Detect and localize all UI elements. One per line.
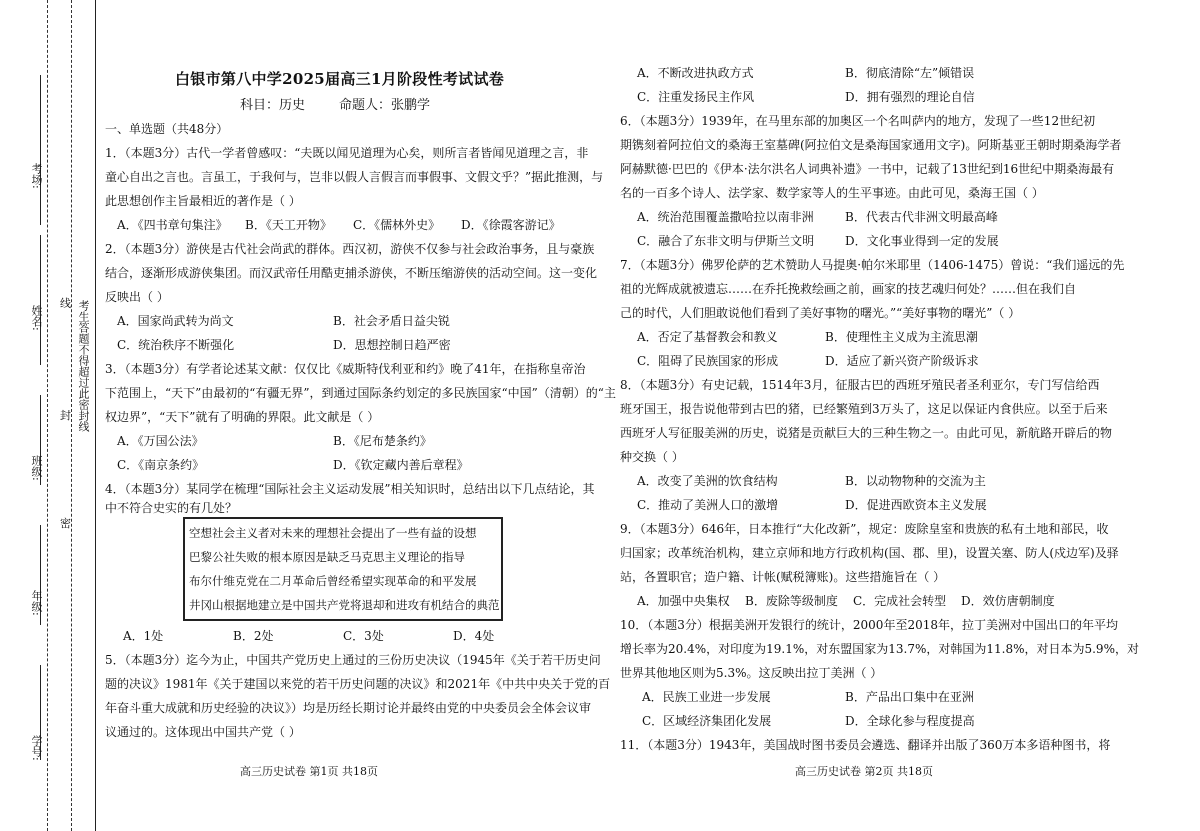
left-page-footer: 高三历史试卷 第1页 共18页 bbox=[240, 765, 378, 778]
question-text: 5．（本题3分）迄今为止，中国共产党历史上通过的三份历史决议（1945年《关于若干历史问 bbox=[105, 653, 601, 667]
exam-subtitle bbox=[240, 94, 464, 118]
section-heading: 一、单选题（共48分） bbox=[105, 122, 229, 136]
q6-option-a[interactable]: A．统治范围覆盖撒哈拉以南非洲 bbox=[637, 210, 814, 224]
student-id-label: 学号: bbox=[30, 735, 43, 761]
seal-char-line: 线 bbox=[60, 293, 71, 313]
q4-statement-box bbox=[183, 517, 503, 621]
question-text: 1．（本题3分）古代一学者曾感叹：“夫既以闻见道理为心矣，则所言者皆闻见道理之言，非 bbox=[105, 146, 589, 160]
binding-margin bbox=[0, 0, 100, 831]
q10-option-c[interactable]: C．区域经济集团化发展 bbox=[642, 714, 772, 728]
exam-room-blank[interactable] bbox=[40, 75, 41, 225]
question-text: 年奋斗重大成就和历史经验的决议》）均是历经长期讨论并最终由党的中央委员会全体会议审 bbox=[105, 701, 592, 715]
q1-option-b[interactable]: B．《天工开物》 bbox=[245, 218, 332, 232]
q9-option-b[interactable]: B．废除等级制度 bbox=[745, 594, 838, 608]
seal-char-seal: 封 bbox=[60, 405, 71, 425]
q10-option-b[interactable]: B．产品出口集中在亚洲 bbox=[845, 690, 974, 704]
q2-option-a[interactable]: A．国家尚武转为尚文 bbox=[117, 314, 234, 328]
question-text: 童心自出之言也。言虽工，于我何与，岂非以假人言假言而事假事、文假文乎？”据此推测，与 bbox=[105, 170, 604, 184]
question-text: 8．（本题3分）有史记载，1514年3月，征服古巴的西班牙殖民者圣利亚尔，专门写信给西 bbox=[620, 378, 1100, 392]
question-text: 7．（本题3分）佛罗伦萨的艺术赞助人马提奥·帕尔米耶里（1406-1475）曾说：“我们遥远的先 bbox=[620, 258, 1125, 272]
question-text: 2．（本题3分）游侠是古代社会尚武的群体。西汉初，游侠不仅参与社会政治事务，且与豪族 bbox=[105, 242, 595, 256]
q4-statement: 井冈山根据地建立是中国共产党将退却和进攻有机结合的典范 bbox=[189, 598, 500, 612]
question-text: 议通过的。这体现出中国共产党（ ） bbox=[105, 725, 301, 739]
q3-option-a[interactable]: A．《万国公法》 bbox=[117, 434, 204, 448]
q4-statement: 巴黎公社失败的根本原因是缺乏马克思主义理论的指导 bbox=[189, 550, 465, 564]
question-text: 结合，逐渐形成游侠集团。而汉武帝任用酷吏捕杀游侠，不断压缩游侠的活动空间。这一变化 bbox=[105, 266, 598, 280]
question-text: 6．（本题3分）1939年，在马里东部的加奥区一个名叫萨内的地方，发现了一些12世纪初 bbox=[620, 114, 1096, 128]
question-text: 4．（本题3分）某同学在梳理“国际社会主义运动发展”相关知识时，总结出以下几点结论，其 bbox=[105, 482, 595, 496]
q10-option-d[interactable]: D．全球化参与程度提高 bbox=[845, 714, 975, 728]
class-label: 班级: bbox=[30, 455, 43, 481]
seal-dashed-line bbox=[71, 0, 72, 831]
q4-statement: 空想社会主义者对未来的理想社会提出了一些有益的设想 bbox=[189, 526, 477, 540]
q1-option-c[interactable]: C．《儒林外史》 bbox=[353, 218, 441, 232]
q9-option-d[interactable]: D．效仿唐朝制度 bbox=[961, 594, 1055, 608]
right-page-footer: 高三历史试卷 第2页 共18页 bbox=[795, 765, 933, 778]
binding-solid-line bbox=[95, 0, 96, 831]
seal-char-secret: 密 bbox=[60, 513, 71, 533]
q3-option-b[interactable]: B．《尼布楚条约》 bbox=[333, 434, 432, 448]
q6-option-b[interactable]: B．代表古代非洲文明最高峰 bbox=[845, 210, 998, 224]
q8-option-b[interactable]: B．以动物物种的交流为主 bbox=[845, 474, 986, 488]
q1-option-d[interactable]: D．《徐霞客游记》 bbox=[461, 218, 561, 232]
q8-option-d[interactable]: D．促进西欧资本主义发展 bbox=[845, 498, 987, 512]
question-text: 此思想创作主旨最相近的著作是（ ） bbox=[105, 194, 301, 208]
question-text: 种交换（ ） bbox=[620, 450, 684, 464]
q8-option-a[interactable]: A．改变了美洲的饮食结构 bbox=[637, 474, 778, 488]
question-text: 祖的光辉成就被遗忘……在乔托挽救绘画之前，画家的技艺魂归何处？……但在我们自 bbox=[620, 282, 1077, 296]
question-text: 增长率为20.4%，对印度为19.1%，对东盟国家为13.7%，对韩国为11.8%，对日本为5.9%，对 bbox=[620, 642, 1139, 656]
question-text: 站，各置职官；造户籍、计帐(赋税簿账)。这些措施旨在（ ） bbox=[620, 570, 946, 584]
q2-option-b[interactable]: B．社会矛盾日益尖锐 bbox=[333, 314, 450, 328]
q4-option-d[interactable]: D．4处 bbox=[453, 629, 495, 643]
question-text: 10．（本题3分）根据美洲开发银行的统计，2000年至2018年，拉丁美洲对中国出口的年平均 bbox=[620, 618, 1118, 632]
outer-dashed-line bbox=[47, 0, 48, 831]
q4-option-b[interactable]: B．2处 bbox=[233, 629, 274, 643]
question-text: 期镌刻着阿拉伯文的桑海王室墓碑(阿拉伯文是桑海国家通用文字)。阿斯基亚王朝时期桑海学者 bbox=[620, 138, 1122, 152]
q4-statement: 布尔什维克党在二月革命后曾经希望实现革命的和平发展 bbox=[189, 574, 477, 588]
q5-option-d[interactable]: D．拥有强烈的理论自信 bbox=[845, 90, 975, 104]
q5-option-b[interactable]: B．彻底清除“左”倾错误 bbox=[845, 66, 975, 80]
question-text: 西班牙人写征服美洲的历史，说猪是贡献巨大的三种生物之一。由此可见，新航路开辟后的物 bbox=[620, 426, 1113, 440]
grade-label: 年级: bbox=[30, 590, 43, 616]
question-text: 题的决议》1981年《关于建国以来党的若干历史问题的决议》和2021年《中共中央关于党的百 bbox=[105, 677, 611, 691]
question-text: 名的一百多个诗人、法学家、数学家等人的生平事迹。由此可见，桑海王国（ ） bbox=[620, 186, 1044, 200]
question-text: 下范围上，“天下”由最初的“有疆无界”，到通过国际条约划定的多民族国家“中国”（清朝）的“主 bbox=[105, 386, 616, 400]
q2-option-c[interactable]: C．统治秩序不断强化 bbox=[117, 338, 235, 352]
question-text: 权边界”，“天下”就有了明确的界限。此文献是（ ） bbox=[105, 410, 380, 424]
q8-option-c[interactable]: C．推动了美洲人口的激增 bbox=[637, 498, 779, 512]
question-text: 己的时代，人们胆敢说他们看到了美好事物的曙光。”“美好事物的曙光”（ ） bbox=[620, 306, 1021, 320]
author-label: 命题人：张鹏学 bbox=[339, 98, 431, 113]
subject-label: 科目：历史 bbox=[240, 98, 306, 113]
question-text: 反映出（ ） bbox=[105, 290, 169, 304]
q4-option-a[interactable]: A．1处 bbox=[123, 629, 164, 643]
question-text: 班牙国王，报告说他带到古巴的猪，已经繁殖到3万头了，这足以保证内食供应。以至于后来 bbox=[620, 402, 1108, 416]
q3-option-c[interactable]: C．《南京条约》 bbox=[117, 458, 205, 472]
exam-room-label: 考场: bbox=[30, 163, 43, 189]
q6-option-c[interactable]: C．融合了东非文明与伊斯兰文明 bbox=[637, 234, 815, 248]
name-label: 姓名: bbox=[30, 305, 43, 331]
name-blank[interactable] bbox=[40, 235, 41, 365]
q5-option-a[interactable]: A．不断改进执政方式 bbox=[637, 66, 754, 80]
question-text: 9．（本题3分）646年，日本推行“大化改新”，规定：废除皇室和贵族的私有土地和部民，收 bbox=[620, 522, 1109, 536]
exam-title: 白银市第八中学2025届高三1月阶段性考试试卷 bbox=[175, 70, 505, 88]
seal-notice: 考生答题不得超过此密封线 bbox=[77, 300, 90, 432]
q3-option-d[interactable]: D．《钦定藏内善后章程》 bbox=[333, 458, 469, 472]
q10-option-a[interactable]: A．民族工业进一步发展 bbox=[642, 690, 771, 704]
q4-option-c[interactable]: C．3处 bbox=[343, 629, 384, 643]
q1-option-a[interactable]: A．《四书章句集注》 bbox=[117, 218, 228, 232]
q5-option-c[interactable]: C．注重发扬民主作风 bbox=[637, 90, 755, 104]
q7-option-a[interactable]: A．否定了基督教会和教义 bbox=[637, 330, 778, 344]
question-text: 阿赫默德·巴巴的《伊本·法尔洪名人词典补遗》一书中，记载了13世纪到16世纪中期桑海最有 bbox=[620, 162, 1115, 176]
q9-option-a[interactable]: A．加强中央集权 bbox=[637, 594, 730, 608]
q6-option-d[interactable]: D．文化事业得到一定的发展 bbox=[845, 234, 999, 248]
q9-option-c[interactable]: C．完成社会转型 bbox=[853, 594, 947, 608]
question-text: 3．（本题3分）有学者论述某文献：仅仅比《威斯特伐利亚和约》晚了41年，在指称皇帝治 bbox=[105, 362, 586, 376]
q2-option-d[interactable]: D．思想控制日趋严密 bbox=[333, 338, 451, 352]
question-text: 世界其他地区则为5.3%。这反映出拉丁美洲（ ） bbox=[620, 666, 883, 680]
question-text: 归国家；改革统治机构，建立京师和地方行政机构(国、郡、里)，设置关塞、防人(戍边军)及驿 bbox=[620, 546, 1119, 560]
q7-option-d[interactable]: D．适应了新兴资产阶级诉求 bbox=[825, 354, 979, 368]
q7-option-c[interactable]: C．阻碍了民族国家的形成 bbox=[637, 354, 779, 368]
q7-option-b[interactable]: B．使理性主义成为主流思潮 bbox=[825, 330, 978, 344]
question-text: 11．（本题3分）1943年，美国战时图书委员会遴选、翻译并出版了360万本多语种图书，将 bbox=[620, 738, 1111, 752]
question-text: 中不符合史实的有几处？ bbox=[105, 501, 238, 515]
